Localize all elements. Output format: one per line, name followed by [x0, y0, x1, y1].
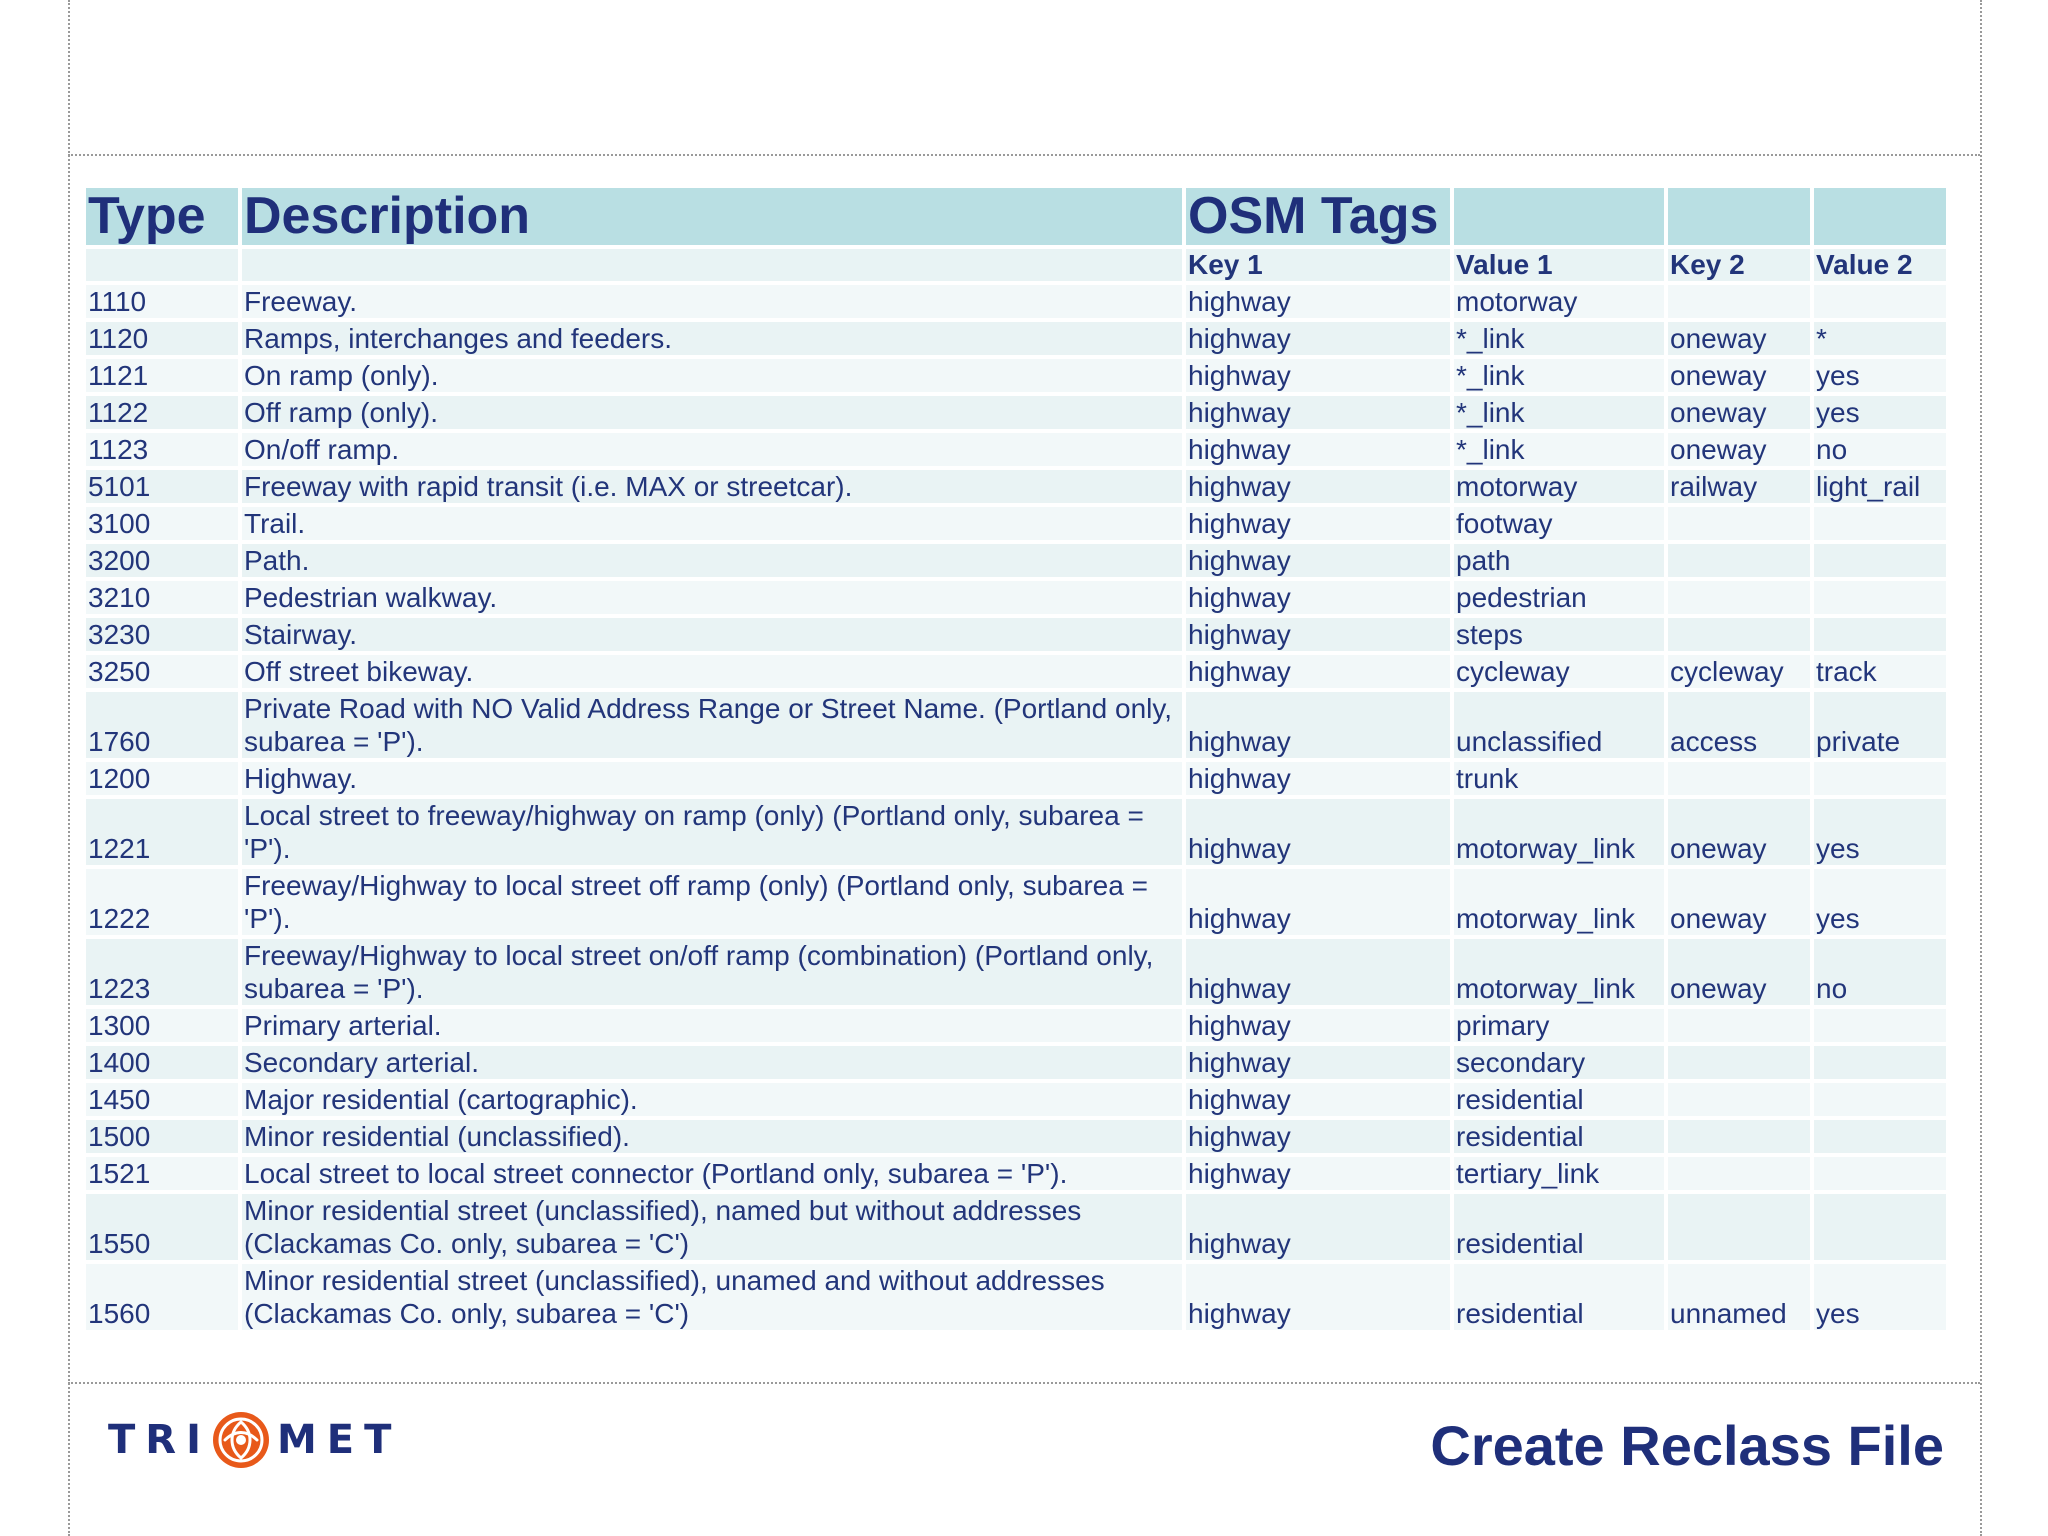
cell-value2 [1814, 1157, 1946, 1190]
cell-description: Freeway with rapid transit (i.e. MAX or streetcar). [242, 470, 1182, 503]
table-row [86, 507, 1946, 540]
bottom-divider [68, 1382, 1980, 1384]
cell-key1: highway [1186, 433, 1450, 466]
cell-key1: highway [1186, 939, 1450, 1005]
cell-key1: highway [1186, 692, 1450, 758]
cell-description: Ramps, interchanges and feeders. [242, 322, 1182, 355]
cell-key2: oneway [1668, 433, 1810, 466]
cell-key1: highway [1186, 322, 1450, 355]
cell-key2 [1668, 1083, 1810, 1116]
table-row [86, 1194, 1946, 1260]
cell-description: Local street to local street connector (Portland only, subarea = 'P'). [242, 1157, 1182, 1190]
cell-type: 1500 [86, 1120, 238, 1153]
logo-text-right: MET [276, 1417, 402, 1463]
cell-value2: yes [1814, 359, 1946, 392]
cell-key2: unnamed [1668, 1264, 1810, 1330]
cell-key2: access [1668, 692, 1810, 758]
cell-key1: highway [1186, 581, 1450, 614]
subheader-blank [242, 249, 1182, 281]
cell-description: On/off ramp. [242, 433, 1182, 466]
cell-description: Freeway/Highway to local street on/off ramp (combination) (Portland only, subarea = 'P'). [242, 939, 1182, 1005]
cell-key2: oneway [1668, 322, 1810, 355]
cell-description: Major residential (cartographic). [242, 1083, 1182, 1116]
subheader-blank [86, 249, 238, 281]
cell-value2: yes [1814, 799, 1946, 865]
reclass-table [82, 184, 1950, 1334]
cell-type: 1223 [86, 939, 238, 1005]
header-blank [1814, 188, 1946, 245]
trimet-swirl-icon [211, 1410, 271, 1470]
table-row [86, 869, 1946, 935]
cell-value2 [1814, 1120, 1946, 1153]
cell-key2 [1668, 544, 1810, 577]
cell-value2: yes [1814, 869, 1946, 935]
cell-key2 [1668, 1009, 1810, 1042]
cell-value1: unclassified [1454, 692, 1664, 758]
cell-value1: cycleway [1454, 655, 1664, 688]
cell-type: 1550 [86, 1194, 238, 1260]
cell-value2: yes [1814, 1264, 1946, 1330]
cell-key1: highway [1186, 618, 1450, 651]
cell-value1: primary [1454, 1009, 1664, 1042]
cell-description: Freeway/Highway to local street off ramp (only) (Portland only, subarea = 'P'). [242, 869, 1182, 935]
table-row [86, 1083, 1946, 1116]
cell-key1: highway [1186, 470, 1450, 503]
cell-description: Minor residential street (unclassified), unamed and without addresses (Clackamas Co. only, subarea = 'C') [242, 1264, 1182, 1330]
table-row [86, 1120, 1946, 1153]
cell-key2 [1668, 507, 1810, 540]
cell-type: 1560 [86, 1264, 238, 1330]
cell-key2 [1668, 285, 1810, 318]
header-osm-tags: OSM Tags [1186, 188, 1450, 245]
cell-value2: light_rail [1814, 470, 1946, 503]
cell-type: 1121 [86, 359, 238, 392]
cell-value2 [1814, 1046, 1946, 1079]
cell-type: 3100 [86, 507, 238, 540]
cell-description: Stairway. [242, 618, 1182, 651]
cell-key1: highway [1186, 762, 1450, 795]
cell-value2: track [1814, 655, 1946, 688]
cell-description: Highway. [242, 762, 1182, 795]
table-row [86, 470, 1946, 503]
header-type: Type [86, 188, 238, 245]
cell-type: 1400 [86, 1046, 238, 1079]
cell-key2: cycleway [1668, 655, 1810, 688]
cell-key2: oneway [1668, 799, 1810, 865]
cell-key1: highway [1186, 1009, 1450, 1042]
cell-type: 1123 [86, 433, 238, 466]
cell-value2: no [1814, 433, 1946, 466]
cell-key1: highway [1186, 1120, 1450, 1153]
cell-value1: motorway_link [1454, 869, 1664, 935]
cell-key1: highway [1186, 285, 1450, 318]
cell-value1: pedestrian [1454, 581, 1664, 614]
table-row [86, 692, 1946, 758]
cell-value2: * [1814, 322, 1946, 355]
cell-key1: highway [1186, 869, 1450, 935]
cell-value1: *_link [1454, 433, 1664, 466]
table-row [86, 544, 1946, 577]
table-body [86, 285, 1946, 1330]
cell-key2: oneway [1668, 869, 1810, 935]
table-row [86, 396, 1946, 429]
cell-value2: no [1814, 939, 1946, 1005]
table-row [86, 655, 1946, 688]
subheader-value1: Value 1 [1454, 249, 1664, 281]
table-row [86, 581, 1946, 614]
cell-value2 [1814, 1083, 1946, 1116]
cell-value1: residential [1454, 1194, 1664, 1260]
cell-value2 [1814, 1194, 1946, 1260]
cell-key1: highway [1186, 1157, 1450, 1190]
cell-value2 [1814, 618, 1946, 651]
cell-value1: motorway [1454, 285, 1664, 318]
cell-description: Pedestrian walkway. [242, 581, 1182, 614]
table-row [86, 762, 1946, 795]
table-row [86, 433, 1946, 466]
cell-description: On ramp (only). [242, 359, 1182, 392]
header-blank [1454, 188, 1664, 245]
cell-key2: railway [1668, 470, 1810, 503]
cell-type: 3250 [86, 655, 238, 688]
cell-type: 1450 [86, 1083, 238, 1116]
cell-key1: highway [1186, 396, 1450, 429]
cell-key1: highway [1186, 1194, 1450, 1260]
cell-description: Private Road with NO Valid Address Range or Street Name. (Portland only, subarea = 'P'). [242, 692, 1182, 758]
cell-key1: highway [1186, 507, 1450, 540]
cell-value1: *_link [1454, 359, 1664, 392]
cell-key2: oneway [1668, 939, 1810, 1005]
cell-value2 [1814, 1009, 1946, 1042]
cell-description: Minor residential street (unclassified), named but without addresses (Clackamas Co. only, subarea = 'C') [242, 1194, 1182, 1260]
reclass-table-container [86, 188, 1928, 1334]
cell-key1: highway [1186, 1046, 1450, 1079]
cell-value1: tertiary_link [1454, 1157, 1664, 1190]
cell-value1: motorway [1454, 470, 1664, 503]
subheader-key1: Key 1 [1186, 249, 1450, 281]
table-row [86, 359, 1946, 392]
table-subheader-row [86, 249, 1946, 281]
cell-type: 1760 [86, 692, 238, 758]
subheader-key2: Key 2 [1668, 249, 1810, 281]
cell-value1: secondary [1454, 1046, 1664, 1079]
cell-key2 [1668, 762, 1810, 795]
cell-value1: residential [1454, 1120, 1664, 1153]
cell-type: 1300 [86, 1009, 238, 1042]
header-blank [1668, 188, 1810, 245]
cell-value1: footway [1454, 507, 1664, 540]
cell-type: 5101 [86, 470, 238, 503]
cell-key2: oneway [1668, 359, 1810, 392]
cell-description: Minor residential (unclassified). [242, 1120, 1182, 1153]
cell-description: Local street to freeway/highway on ramp (only) (Portland only, subarea = 'P'). [242, 799, 1182, 865]
cell-key2 [1668, 1157, 1810, 1190]
table-row [86, 939, 1946, 1005]
cell-key1: highway [1186, 1083, 1450, 1116]
cell-key1: highway [1186, 1264, 1450, 1330]
cell-value1: steps [1454, 618, 1664, 651]
frame-left-border [68, 0, 70, 1536]
cell-description: Freeway. [242, 285, 1182, 318]
cell-key1: highway [1186, 359, 1450, 392]
cell-key2 [1668, 1120, 1810, 1153]
frame-right-border [1980, 0, 1982, 1536]
cell-description: Secondary arterial. [242, 1046, 1182, 1079]
cell-description: Path. [242, 544, 1182, 577]
cell-type: 1221 [86, 799, 238, 865]
cell-key2 [1668, 618, 1810, 651]
cell-type: 1110 [86, 285, 238, 318]
table-row [86, 1046, 1946, 1079]
cell-type: 1222 [86, 869, 238, 935]
cell-value1: motorway_link [1454, 939, 1664, 1005]
cell-type: 3230 [86, 618, 238, 651]
header-description: Description [242, 188, 1182, 245]
subheader-value2: Value 2 [1814, 249, 1946, 281]
cell-type: 1521 [86, 1157, 238, 1190]
cell-value1: *_link [1454, 396, 1664, 429]
cell-key1: highway [1186, 544, 1450, 577]
cell-type: 3210 [86, 581, 238, 614]
cell-type: 3200 [86, 544, 238, 577]
cell-value2 [1814, 762, 1946, 795]
cell-value2 [1814, 507, 1946, 540]
cell-type: 1120 [86, 322, 238, 355]
cell-value1: path [1454, 544, 1664, 577]
cell-description: Off ramp (only). [242, 396, 1182, 429]
table-row [86, 1157, 1946, 1190]
cell-value1: motorway_link [1454, 799, 1664, 865]
cell-description: Off street bikeway. [242, 655, 1182, 688]
cell-value2: private [1814, 692, 1946, 758]
cell-value1: *_link [1454, 322, 1664, 355]
cell-key2 [1668, 581, 1810, 614]
cell-description: Primary arterial. [242, 1009, 1182, 1042]
cell-key2 [1668, 1046, 1810, 1079]
cell-value2 [1814, 285, 1946, 318]
table-row [86, 1264, 1946, 1330]
cell-description: Trail. [242, 507, 1182, 540]
cell-value2 [1814, 581, 1946, 614]
table-row [86, 322, 1946, 355]
table-row [86, 285, 1946, 318]
cell-type: 1122 [86, 396, 238, 429]
cell-key2: oneway [1668, 396, 1810, 429]
trimet-logo [108, 1400, 401, 1480]
cell-value1: residential [1454, 1264, 1664, 1330]
cell-value2: yes [1814, 396, 1946, 429]
table-row [86, 618, 1946, 651]
cell-key2 [1668, 1194, 1810, 1260]
cell-value1: trunk [1454, 762, 1664, 795]
cell-type: 1200 [86, 762, 238, 795]
logo-text-left: TRI [108, 1417, 211, 1463]
slide-title: Create Reclass File [1430, 1414, 1944, 1477]
cell-value2 [1814, 544, 1946, 577]
table-header-row [86, 188, 1946, 245]
top-divider [68, 154, 1980, 156]
cell-key1: highway [1186, 655, 1450, 688]
cell-key1: highway [1186, 799, 1450, 865]
table-row [86, 1009, 1946, 1042]
cell-value1: residential [1454, 1083, 1664, 1116]
table-row [86, 799, 1946, 865]
